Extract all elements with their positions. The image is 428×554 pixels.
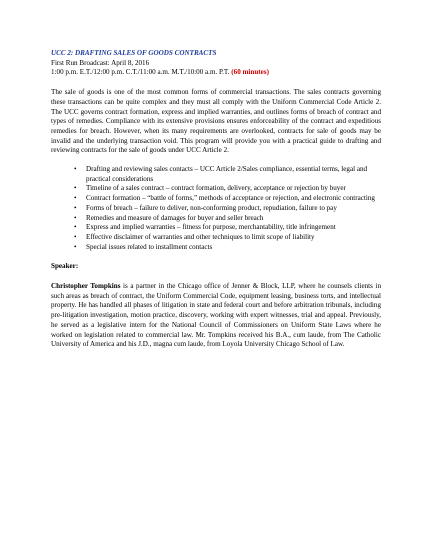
bullet-icon: • [74, 203, 77, 212]
document-page [51, 49, 381, 350]
bullet-icon: • [74, 165, 77, 174]
topic-item [74, 184, 381, 194]
topic-item [74, 232, 381, 243]
bullet-icon: • [74, 194, 77, 203]
topic-item [74, 213, 381, 224]
topic-item [74, 223, 381, 233]
topic-text: Special issues related to installment contacts [86, 242, 213, 251]
topic-text: Forms of breach – failure to deliver, non-conforming product, repudiation, failure to pay [86, 203, 337, 212]
program-description: The sale of goods is one of the most common forms of commercial transactions. The sales contracts governing these transactions can be quite complex and they must all comply with the Uniform Commercial Code Article 2. The UCC governs contract formation, express and implied warranties, and outlines forms of breach of contract and types of remedies. Compliance with its extensive provisions ensures enforceability of the contract and expeditious remedies for breach. However, when its many requirements are overlooked, contracts for sale of goods may be invalid and the underlying transaction void. This program will provide you with a practical guide to drafting and reviewing contracts for the sale of goods under UCC Article 2. [51, 88, 381, 155]
topic-text: Drafting and reviewing sales contacts – UCC Article 2/Sales compliance, essential terms, legal and practical considerations [86, 165, 368, 183]
bullet-icon: • [74, 184, 77, 193]
program-title: UCC 2: DRAFTING SALES OF GOODS CONTRACTS [51, 49, 217, 57]
bullet-icon: • [74, 242, 77, 251]
first-run-date: First Run Broadcast: April 8, 2016 [51, 58, 150, 67]
topic-text: Remedies and measure of damages for buyer and seller breach [86, 213, 264, 222]
topic-text: Contract formation – “battle of forms,” methods of acceptance or rejection, and electronic contracting [86, 194, 375, 203]
bullet-icon: • [74, 213, 77, 222]
bullet-icon: • [74, 232, 77, 241]
speaker-heading: Speaker: [51, 262, 79, 271]
topic-item [74, 203, 381, 214]
speaker-name: Christopher Tompkins [51, 282, 121, 291]
topic-item [74, 194, 381, 204]
bullet-icon: • [74, 223, 77, 232]
program-duration: (60 minutes) [231, 68, 269, 77]
topic-text: Express and implied warranties – fitness for purpose, merchantability, title infringement [86, 223, 336, 232]
topic-text: Effective disclaimer of warranties and other techniques to limit scope of liability [86, 232, 315, 241]
topic-item [74, 242, 381, 253]
speaker-bio-text: is a partner in the Chicago office of Jenner & Block, LLP, where he counsels clients in such areas as breach of contract, the Uniform Commercial Code, equipment leasing, business torts, and intellectual property. He has handled all phases of litigation in state and federal court and before arbitration tribunals, including pre-litigation investigation, motion practice, discovery, working with expert witnesses, trial and appeal. Previously, he served as a legislative intern for the National Council of Commissioners on Uniform State Laws where he worked on legislation related to commercial law. Mr. Tompkins received his B.A., cum laude, from The Catholic University of America and his J.D., magna cum laude, from Loyola University Chicago School of Law. [51, 282, 381, 349]
speaker-bio [51, 282, 381, 350]
topic-item [74, 165, 381, 184]
broadcast-times [51, 68, 381, 78]
topic-text: Timeline of a sales contract – contract formation, delivery, acceptance or rejection by buyer [86, 184, 346, 193]
topics-list [51, 165, 381, 252]
broadcast-times-text: 1:00 p.m. E.T./12:00 p.m. C.T./11:00 a.m. M.T./10:00 a.m. P.T. [51, 68, 232, 77]
